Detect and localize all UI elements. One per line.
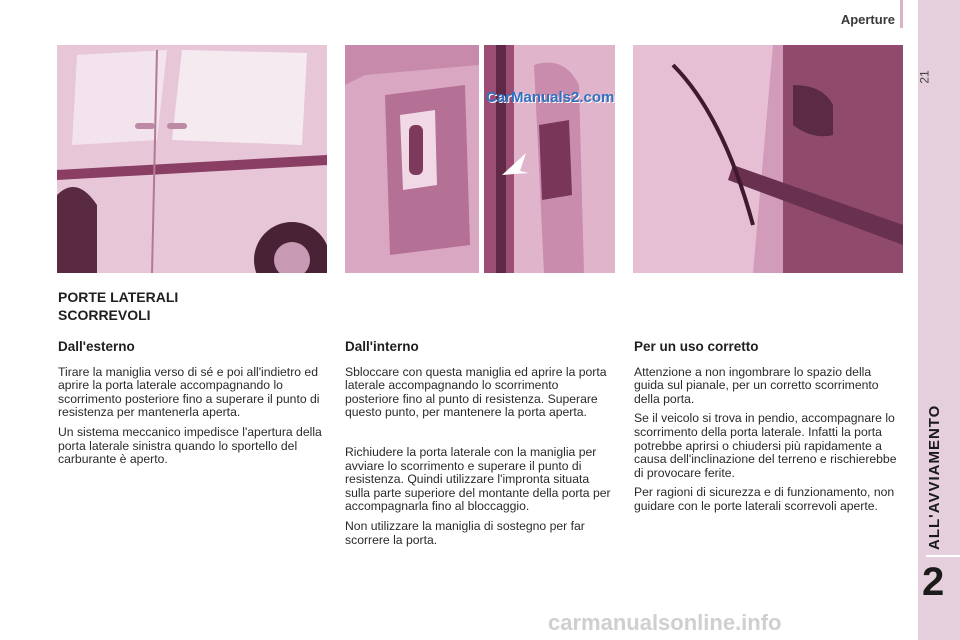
footer-watermark: carmanualsonline.info [548,610,782,635]
photo-sliding-rail [633,45,903,273]
photo-exterior-door [57,45,327,273]
chapter-number: 2 [922,560,945,604]
chapter-label: ALL'AVVIAMENTO [926,404,943,550]
section-title-line: PORTE LATERALI [58,289,179,305]
paragraph: Un sistema meccanico impedisce l'apertura della porta laterale sinistra quando lo sportello del carburante è aperto. [58,424,322,467]
photo-interior-handle [345,45,479,273]
paragraph: Se il veicolo si trova in pendio, accompagnare lo scorrimento della porta laterale. Infatti la porta potrebbe aprirsi o chiudersi più rapidamente a causa dell'inclinazione del terreno e rischierebbe di provocare ferite. [634,411,897,480]
column-heading: Dall'interno [345,339,419,354]
sidebar-divider [926,555,960,557]
page-number: 21 [917,70,932,84]
paragraph: Attenzione a non ingombrare lo spazio della guida sul pianale, per un corretto scorrimento della porta. [634,364,879,406]
column-heading: Per un uso corretto [634,339,759,354]
paragraph: Per ragioni di sicurezza e di funzionamento, non guidare con le porte laterali scorrevoli aperte. [634,485,895,513]
header-divider [900,0,903,28]
section-title-line: SCORREVOLI [58,307,151,323]
column-exterior [58,340,326,473]
column-correct-use [634,340,902,520]
column-heading: Dall'esterno [58,339,135,354]
chapter-header: Aperture [840,12,895,27]
column-interior [345,340,613,553]
paragraph: Sbloccare con questa maniglia ed aprire la porta laterale accompagnando lo scorrimento posteriore fino al punto di resistenza. Superare questo punto, per mantenere la porta aperta. [345,364,607,420]
paragraph: Tirare la maniglia verso di sé e poi all'indietro ed aprire la porta laterale accompagnando lo scorrimento posteriore fino a superare il punto di resistenza per mantenerla aperta. [58,364,320,420]
paragraph: Non utilizzare la maniglia di sostegno per far scorrere la porta. [345,518,585,547]
section-title [58,288,278,324]
watermark: CarManuals2.com [486,89,615,106]
photo-door-pillar [484,45,615,273]
paragraph: Richiudere la porta laterale con la maniglia per avviare lo scorrimento e superare il punto di resistenza. Quindi utilizzare l'impronta situata sulla parte superiore del montante della porta per accompagnarla fino al bloccaggio. [345,444,611,514]
